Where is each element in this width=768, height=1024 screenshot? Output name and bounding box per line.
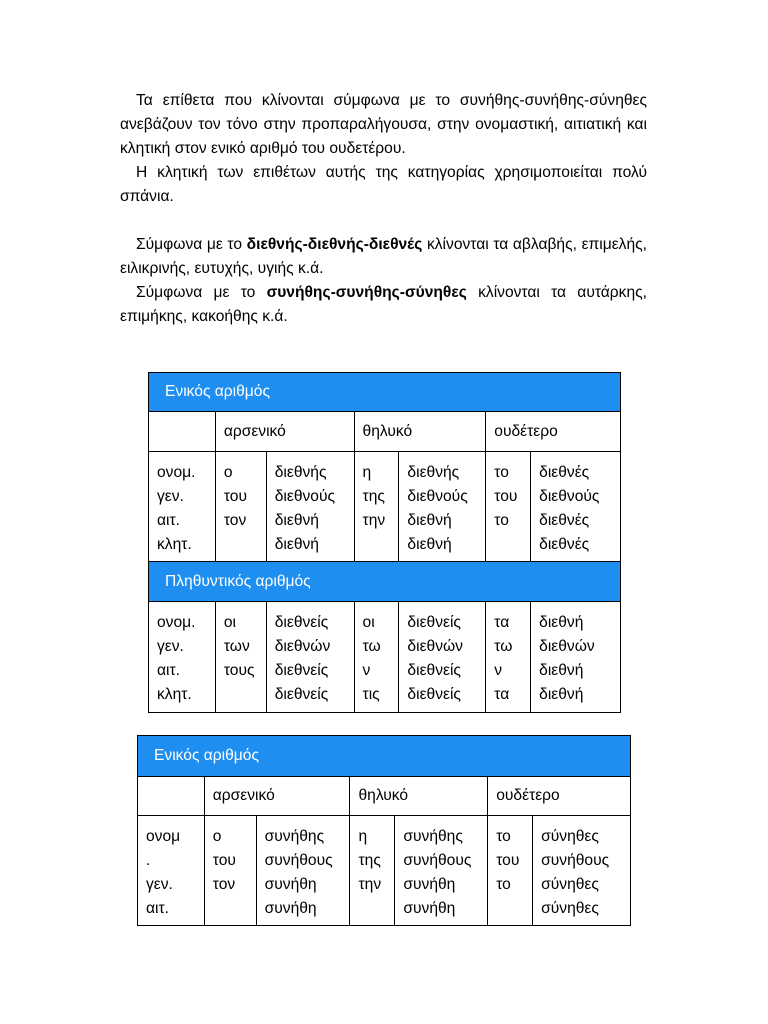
synithis-pattern: συνήθης-συνήθης-σύνηθες [266, 284, 467, 301]
word-form: διεθνές [539, 536, 590, 553]
word-form: διεθνούς [539, 488, 600, 505]
neuter-forms [531, 602, 621, 713]
word-form: συνήθη [264, 876, 317, 893]
word-form: διεθνών [407, 638, 463, 655]
synithis-intro: Σύμφωνα με το [136, 284, 267, 301]
neuter-forms [533, 816, 631, 926]
neuter-articles [486, 602, 531, 713]
word-form: διεθνή [539, 662, 584, 679]
article: ο [212, 828, 222, 845]
diethnis-pattern: διεθνής-διεθνής-διεθνές [246, 236, 423, 253]
word-form: σύνηθες [541, 900, 599, 917]
neuter-articles [488, 816, 533, 926]
word-form: διεθνούς [407, 488, 468, 505]
word-form: διεθνείς [274, 686, 329, 703]
article: την [358, 876, 382, 893]
article: τω [362, 638, 381, 655]
article: τους [223, 662, 255, 679]
article: του [496, 852, 520, 869]
article: τον [223, 512, 247, 529]
article: οι [223, 614, 236, 631]
masculine-articles [215, 602, 266, 713]
word-form: διεθνών [539, 638, 595, 655]
article: το [494, 512, 509, 529]
word-form: συνήθη [264, 900, 317, 917]
gender-neuter: ουδέτερο [486, 412, 621, 452]
word-form: συνήθους [541, 852, 610, 869]
gender-feminine: θηλυκό [350, 777, 488, 816]
word-form: διεθνής [407, 464, 460, 481]
word-form: διεθνείς [407, 662, 461, 679]
article: η [362, 464, 372, 481]
article: το [496, 876, 511, 893]
word-form: διεθνείς [274, 614, 329, 631]
case-label: ονομ. [157, 464, 196, 481]
empty-corner-cell [138, 777, 205, 816]
case-label: αιτ. [146, 900, 169, 917]
article: των [223, 638, 250, 655]
word-form: διεθνή [539, 686, 584, 703]
feminine-articles [350, 816, 395, 926]
case-label: γεν. [157, 488, 184, 505]
masculine-articles [204, 816, 256, 926]
article: η [358, 828, 368, 845]
gender-header-row [149, 412, 621, 452]
case-labels [149, 602, 216, 713]
neuter-articles [486, 452, 531, 562]
article: οι [362, 614, 375, 631]
word-form: σύνηθες [541, 828, 599, 845]
article: την [362, 512, 386, 529]
article: του [212, 852, 236, 869]
word-form: διεθνή [274, 536, 319, 553]
plural-header: Πληθυντικός αριθμός [149, 562, 621, 602]
feminine-forms [399, 452, 486, 562]
article: του [223, 488, 247, 505]
paragraph-synithis-group [120, 281, 647, 329]
case-label: αιτ. [157, 512, 180, 529]
article: ν [362, 662, 371, 679]
case-label: γεν. [146, 876, 173, 893]
case-label: γεν. [157, 638, 184, 655]
diethnis-examples: κλίνονται τα αβλαβής, επιμελής, ειλικρινής, ευτυχής, υγιής κ.ά. [120, 236, 647, 277]
word-form: συνήθης [264, 828, 325, 845]
body-text [120, 89, 647, 329]
gender-masculine: αρσενικό [204, 777, 350, 816]
case-label: ονομ [146, 828, 181, 845]
word-form: διεθνές [539, 512, 590, 529]
word-form: συνήθη [403, 876, 456, 893]
article: του [494, 488, 518, 505]
article: το [494, 464, 509, 481]
article: τις [362, 686, 380, 703]
case-labels [138, 816, 205, 926]
word-form: σύνηθες [541, 876, 599, 893]
article: το [496, 828, 511, 845]
masculine-forms [266, 452, 354, 562]
masculine-forms [256, 816, 350, 926]
case-label: αιτ. [157, 662, 180, 679]
diethnis-declension-table [148, 372, 621, 713]
feminine-articles [354, 452, 399, 562]
gender-header-row [138, 777, 631, 816]
word-form: διεθνείς [407, 686, 461, 703]
masculine-forms [266, 602, 354, 713]
feminine-forms [395, 816, 488, 926]
article: της [362, 488, 385, 505]
word-form: συνήθη [403, 900, 456, 917]
singular-header: Ενικός αριθμός [149, 373, 621, 412]
word-form: διεθνές [539, 464, 590, 481]
article: της [358, 852, 381, 869]
article: ν [494, 662, 503, 679]
paragraph-diethnis-group [120, 233, 647, 281]
word-form: διεθνούς [274, 488, 335, 505]
gender-feminine: θηλυκό [354, 412, 486, 452]
word-form: διεθνή [407, 512, 452, 529]
singular-header: Ενικός αριθμός [138, 736, 631, 777]
word-form: συνήθους [403, 852, 472, 869]
article: τω [494, 638, 513, 655]
word-form: συνήθης [403, 828, 463, 845]
case-label: . [146, 852, 151, 869]
synithis-declension-table [137, 735, 631, 926]
word-form: συνήθους [264, 852, 333, 869]
word-form: διεθνή [539, 614, 584, 631]
case-label: κλητ. [157, 686, 192, 703]
gender-masculine: αρσενικό [215, 412, 354, 452]
paragraph-vocative-note: Η κλητική των επιθέτων αυτής της κατηγορίας χρησιμοποιείται πολύ σπάνια. [120, 164, 647, 205]
word-form: διεθνής [274, 464, 327, 481]
plural-forms-row [149, 602, 621, 713]
word-form: διεθνών [274, 638, 331, 655]
article: ο [223, 464, 233, 481]
word-form: διεθνείς [274, 662, 329, 679]
singular-forms-row [138, 816, 631, 926]
case-label: κλητ. [157, 536, 192, 553]
neuter-forms [531, 452, 621, 562]
word-form: διεθνή [407, 536, 452, 553]
paragraph-accent-rule: Τα επίθετα που κλίνονται σύμφωνα με το συνήθης-συνήθης-σύνηθες ανεβάζουν τον τόνο στην προπαραλήγουσα, στην ονομαστική, αιτιατική και κλητική στον ενικό αριθμό του ουδετέρου. [120, 92, 647, 157]
article: τα [494, 686, 510, 703]
singular-forms-row [149, 452, 621, 562]
case-labels [149, 452, 216, 562]
article: τον [212, 876, 236, 893]
masculine-articles [215, 452, 266, 562]
case-label: ονομ. [157, 614, 196, 631]
synithis-examples: κλίνονται τα αυτάρκης, επιμήκης, κακοήθης κ.ά. [120, 284, 647, 325]
empty-corner-cell [149, 412, 216, 452]
feminine-forms [399, 602, 486, 713]
word-form: διεθνή [274, 512, 319, 529]
gender-neuter: ουδέτερο [488, 777, 631, 816]
word-form: διεθνείς [407, 614, 461, 631]
feminine-articles [354, 602, 399, 713]
diethnis-intro: Σύμφωνα με το [136, 236, 247, 253]
article: τα [494, 614, 510, 631]
